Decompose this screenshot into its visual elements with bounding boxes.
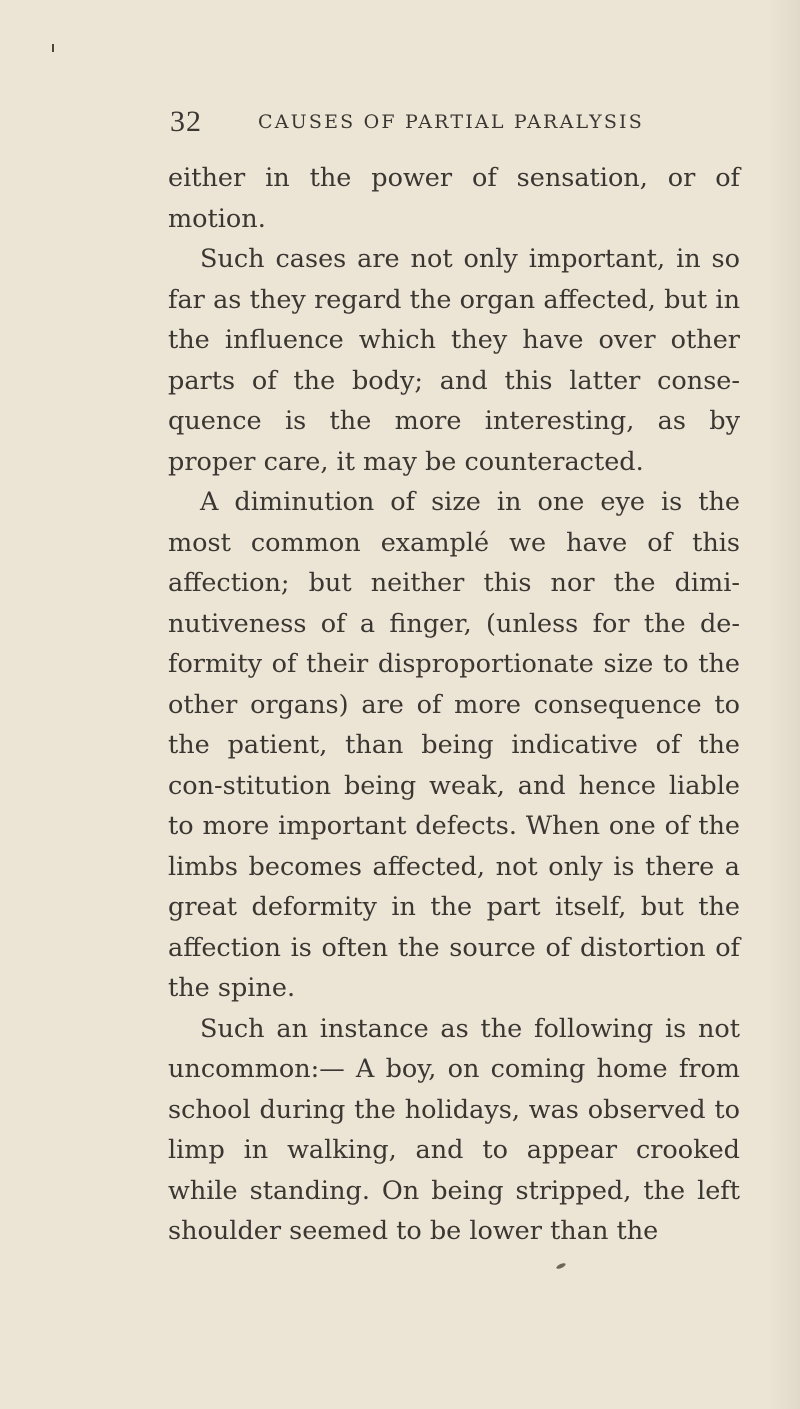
page-header (170, 104, 740, 140)
page-number: 32 (170, 105, 202, 138)
print-mark (52, 44, 54, 52)
body-text (168, 158, 740, 1252)
paragraph: Such cases are not only important, in so far as they regard the organ affected, but in the influence which they have over other parts of the body; and this latter conse-quence is the more interesting, as by proper care, it may be counteracted. (168, 244, 740, 477)
running-head: CAUSES OF PARTIAL PARALYSIS (258, 111, 644, 133)
ink-smudge (556, 1262, 567, 1270)
paragraph: A diminution of size in one eye is the most common examplé we have of this affection; but neither this nor the dimi-nutiveness of a finger, (unless for the de-formity of their disproportionate size to the other organs) are of more consequence to the patient, than being indicative of the con-stitution being weak, and hence liable to more important defects. When one of the limbs becomes affected, not only is there a great deformity in the part itself, but the affection is often the source of distortion of the spine. (168, 487, 740, 1003)
paragraph: Such an instance as the following is not uncommon:— A boy, on coming home from school during the holidays, was observed to limp in walking, and to appear crooked while standing. On being stripped, the left shoulder seemed to be lower than the (168, 1013, 740, 1246)
paragraph-continued: either in the power of sensation, or of motion. (168, 163, 740, 234)
